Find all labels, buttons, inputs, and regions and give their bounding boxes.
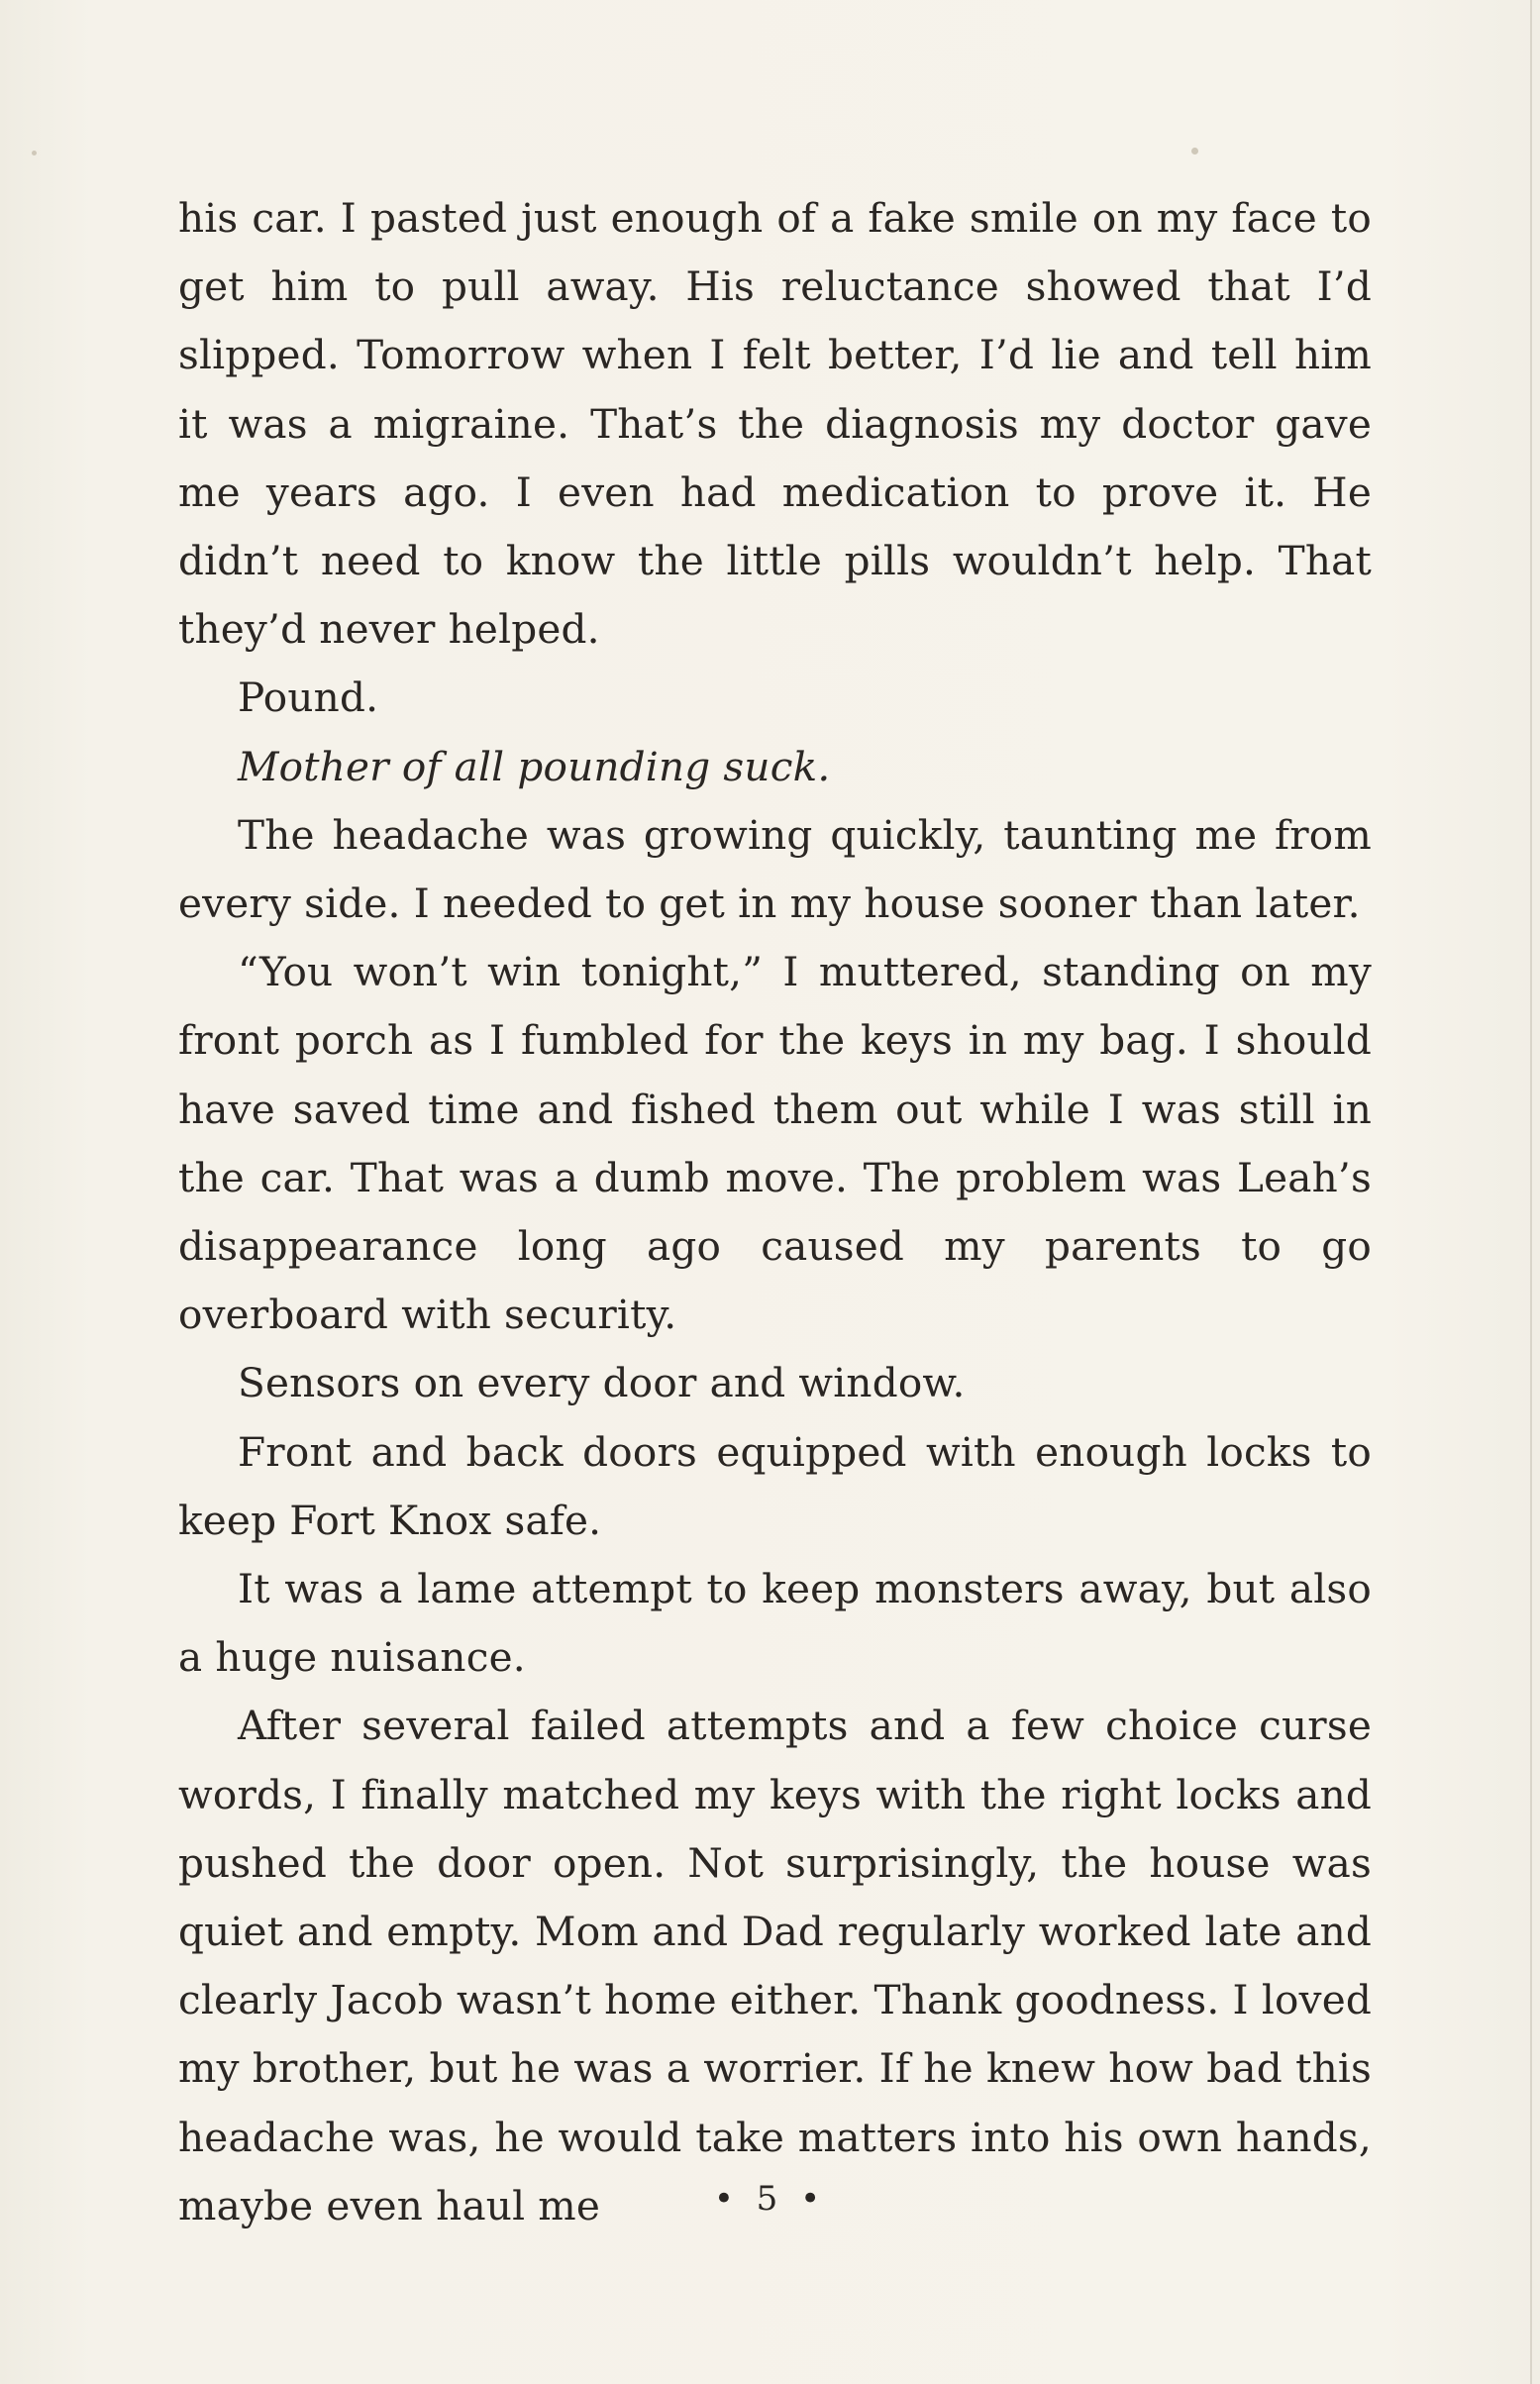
paper-speck: [1191, 148, 1198, 155]
paragraph: his car. I pasted just enough of a fake smile on my face to get him to pull away. His reluctance showed that I’d slipped. Tomorrow when I felt better, I’d lie and tell him it was a migraine. That’s the diagnosis my doctor gave me years ago. I even had medication to prove it. He didn’t need to know the little pills wouldn’t help. That they’d never helped.: [178, 194, 1372, 654]
paragraph: Mother of all pounding suck.: [238, 742, 831, 790]
paragraph: The headache was growing quickly, taunting me from every side. I needed to get in my house sooner than later.: [178, 810, 1372, 928]
paragraph: After several failed attempts and a few choice curse words, I finally matched my keys with the right locks and pushed the door open. Not surprisingly, the house was quiet and empty. Mom and Dad regularly worked late and clearly Jacob wasn’t home either. Thank goodness. I loved my brother, but he was a worrier. If he knew how bad this headache was, he would take matters into his own hands, maybe even haul me: [178, 1702, 1372, 2229]
paragraph: Sensors on every door and window.: [238, 1359, 966, 1407]
paper-speck: [32, 151, 37, 155]
page-number: • 5 •: [713, 2179, 827, 2219]
paragraph: “You won’t win tonight,” I muttered, standing on my front porch as I fumbled for the keys in my bag. I should have saved time and fished them out while I was still in the car. That was a dumb move. The problem was Leah’s disappearance long ago caused my parents to go overboard with security.: [178, 948, 1372, 1339]
page-edge: [1530, 0, 1532, 2384]
paragraph: It was a lame attempt to keep monsters away, but also a huge nuisance.: [178, 1565, 1372, 1682]
paragraph: Front and back doors equipped with enough locks to keep Fort Knox safe.: [178, 1427, 1372, 1544]
body-text: [178, 184, 1372, 2240]
paragraph: Pound.: [238, 674, 379, 722]
